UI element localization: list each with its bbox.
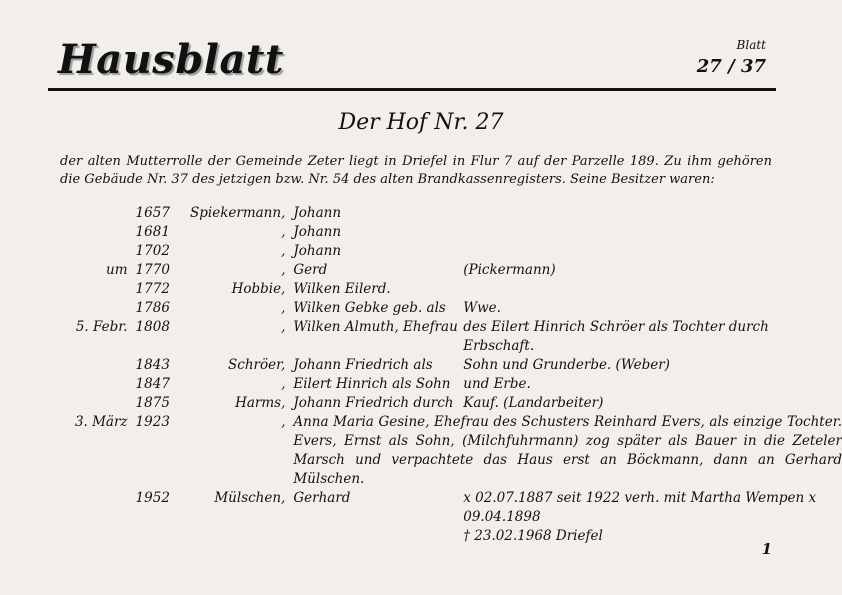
year: 1681 xyxy=(135,224,170,240)
farm-heading: Der Hof Nr. 27 xyxy=(338,110,504,135)
year: 1786 xyxy=(135,300,170,316)
table-row xyxy=(60,489,842,546)
table-row xyxy=(60,413,842,489)
given-name: Wilken Almuth, Ehefrau xyxy=(293,319,458,335)
table-row xyxy=(60,242,842,261)
date-prefix xyxy=(60,223,136,242)
date-prefix xyxy=(60,280,136,299)
owner-note xyxy=(463,242,842,261)
year: 1923 xyxy=(135,414,170,430)
year: 1847 xyxy=(135,376,170,392)
table-row xyxy=(60,223,842,242)
table-row xyxy=(60,318,842,356)
owner-note: Wwe. xyxy=(463,300,501,316)
owner-note: Sohn und Grunderbe. (Weber) xyxy=(463,357,670,373)
table-row xyxy=(60,299,842,318)
date-prefix xyxy=(60,375,136,394)
family-name: , xyxy=(281,300,286,316)
year: 1702 xyxy=(135,243,170,259)
owner-note: (Pickermann) xyxy=(463,262,556,278)
given-name: Gerhard xyxy=(293,490,351,506)
given-name: Eilert Hinrich als Sohn xyxy=(293,376,451,392)
family-name: , xyxy=(281,243,286,259)
date-prefix: 3. März xyxy=(74,414,128,430)
family-name: Harms, xyxy=(235,395,286,411)
owner-note: und Erbe. xyxy=(463,376,531,392)
given-name: Johann xyxy=(293,224,342,240)
family-name: Mülschen, xyxy=(214,490,286,506)
year: 1770 xyxy=(135,262,170,278)
date-prefix xyxy=(60,204,136,223)
year: 1772 xyxy=(135,281,170,297)
table-row xyxy=(60,394,842,413)
given-name: Johann xyxy=(293,243,342,259)
year: 1843 xyxy=(135,357,170,373)
owner-note xyxy=(463,204,842,223)
table-row xyxy=(60,261,842,280)
family-name: Spiekermann, xyxy=(190,205,286,221)
birth-marriage-note: x 02.07.1887 seit 1922 verh. mit Martha Wempen x 09.04.1898 xyxy=(463,490,817,525)
year: 1952 xyxy=(135,490,170,506)
year: 1875 xyxy=(135,395,170,411)
page-title: Hausblatt xyxy=(58,36,284,83)
family-name: Schröer, xyxy=(228,357,286,373)
family-name: , xyxy=(281,224,286,240)
death-note: † 23.02.1968 Driefel xyxy=(463,528,603,544)
date-prefix xyxy=(60,394,136,413)
table-row xyxy=(60,280,842,299)
given-name: Johann Friedrich durch xyxy=(293,395,454,411)
owner-note xyxy=(463,280,842,299)
sheet-label: Blatt xyxy=(736,38,766,52)
table-row xyxy=(60,204,842,223)
year: 1657 xyxy=(135,205,170,221)
date-prefix xyxy=(60,356,136,375)
page-number: 1 xyxy=(761,540,772,558)
table-row xyxy=(60,375,842,394)
family-name: , xyxy=(281,376,286,392)
date-prefix xyxy=(60,299,136,318)
family-name: , xyxy=(281,262,286,278)
date-prefix: 5. Febr. xyxy=(75,319,128,335)
given-name: Gerd xyxy=(293,262,328,278)
family-name: , xyxy=(281,414,286,430)
family-name: Hobbie, xyxy=(231,281,286,297)
given-name: Johann Friedrich als xyxy=(293,357,433,373)
date-prefix: um xyxy=(106,262,128,278)
owner-description: Anna Maria Gesine, Ehefrau des Schusters Reinhard Evers, als einzige Tochter. Evers, Ernst als Sohn, (Milchfuhrmann) zog später als Bauer in die Zeteler Marsch und verpachtete das Haus erst an Böckmann, dann an Gerhard Mülschen. xyxy=(293,414,842,487)
given-name: Johann xyxy=(293,205,342,221)
year: 1808 xyxy=(135,319,170,335)
owner-note: Kauf. (Landarbeiter) xyxy=(463,395,604,411)
family-name: , xyxy=(281,319,286,335)
owner-note: des Eilert Hinrich Schröer als Tochter durch Erbschaft. xyxy=(463,319,769,354)
owners-table xyxy=(60,204,842,546)
header-rule xyxy=(48,88,776,91)
date-prefix xyxy=(60,489,136,546)
sheet-number: 27 / 37 xyxy=(696,56,766,77)
owner-note xyxy=(463,489,842,546)
intro-paragraph: der alten Mutterrolle der Gemeinde Zeter liegt in Driefel in Flur 7 auf der Parzelle 189. Zu ihm gehören die Gebäude Nr. 37 des jetzigen bzw. Nr. 54 des alten Brandkassenregisters. Seine Besitzer waren: xyxy=(60,154,772,187)
given-name: Wilken Gebke geb. als xyxy=(293,300,446,316)
given-name: Wilken Eilerd. xyxy=(293,281,391,297)
owner-note xyxy=(463,223,842,242)
table-row xyxy=(60,356,842,375)
date-prefix xyxy=(60,242,136,261)
